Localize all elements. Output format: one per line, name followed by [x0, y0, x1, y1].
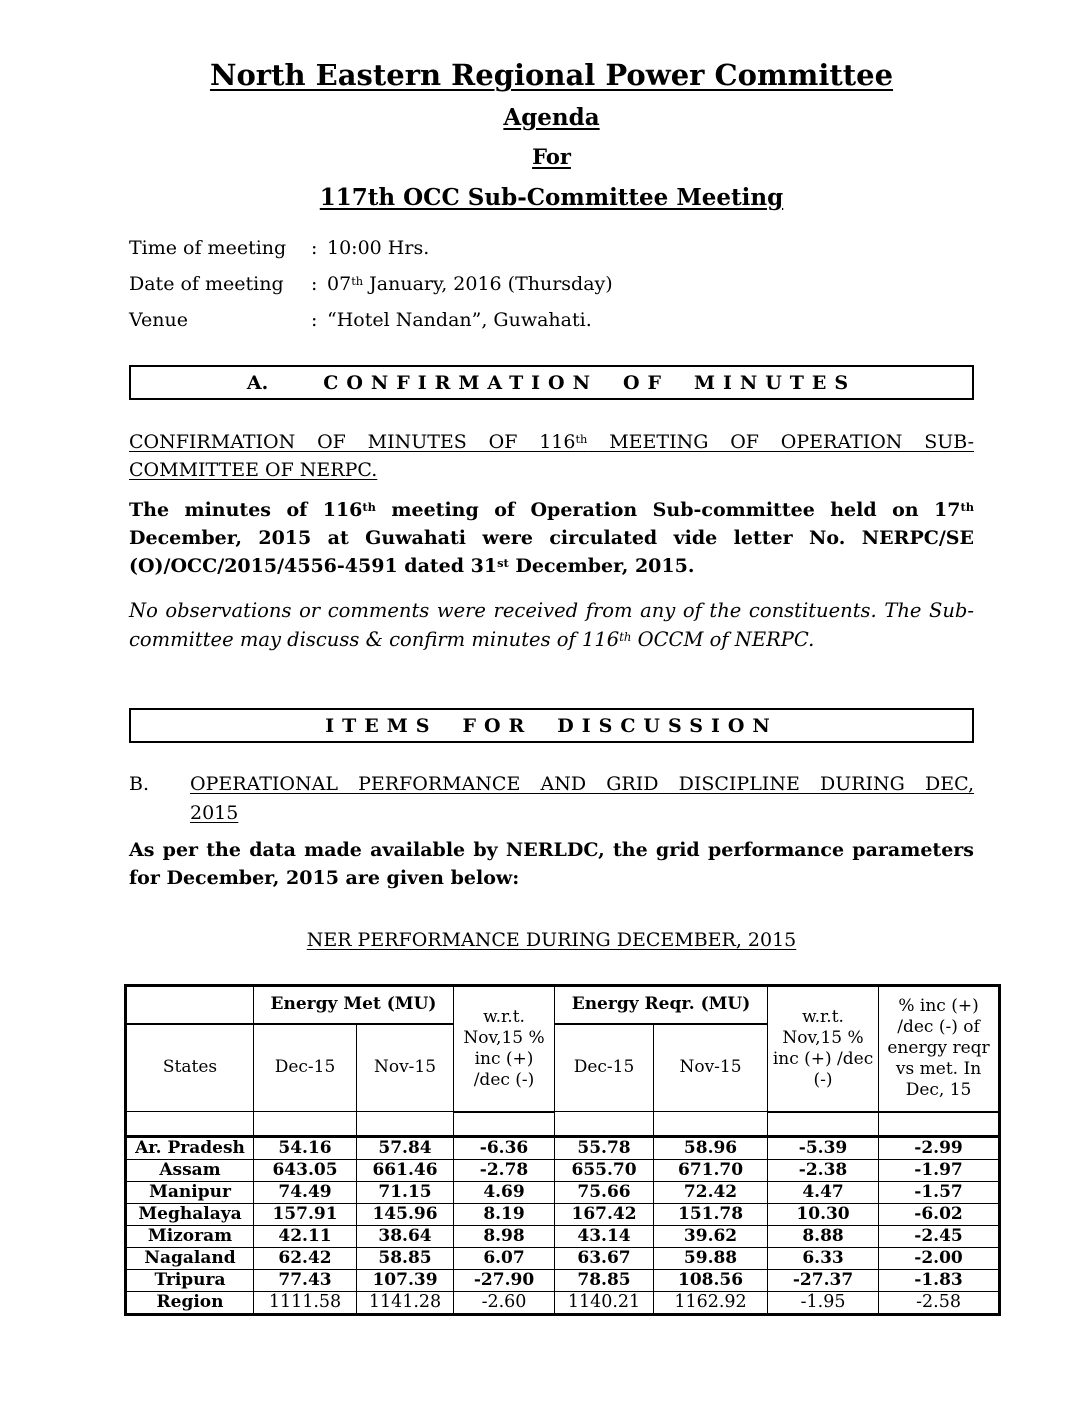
value-cell: 1140.21: [555, 1292, 654, 1315]
value-cell: 63.67: [555, 1248, 654, 1270]
value-cell: -1.83: [879, 1270, 1000, 1292]
items-for-discussion-box: [129, 708, 974, 743]
spacer-cell: [357, 1112, 454, 1137]
value-cell: -1.95: [768, 1292, 879, 1315]
value-cell: -2.00: [879, 1248, 1000, 1270]
value-cell: 62.42: [254, 1248, 357, 1270]
value-cell: 4.69: [454, 1182, 555, 1204]
value-cell: 151.78: [654, 1204, 768, 1226]
value-cell: 10.30: [768, 1204, 879, 1226]
value-cell: 671.70: [654, 1160, 768, 1182]
meeting-venue-row: [129, 302, 974, 338]
value-cell: 6.33: [768, 1248, 879, 1270]
items-box-title: ITEMS FOR DISCUSSION: [325, 715, 778, 737]
value-cell: 643.05: [254, 1160, 357, 1182]
wrt-met-header: w.r.t. Nov,15 % inc (+) /dec (-): [454, 986, 555, 1112]
value-cell: -2.78: [454, 1160, 555, 1182]
section-a-heading-line2: COMMITTEE OF NERPC.: [129, 459, 378, 481]
value-cell: -1.57: [879, 1182, 1000, 1204]
value-cell: -2.99: [879, 1137, 1000, 1160]
value-cell: 1141.28: [357, 1292, 454, 1315]
state-cell: Region: [126, 1292, 254, 1315]
value-cell: -2.60: [454, 1292, 555, 1315]
table-row: [126, 1292, 1000, 1315]
section-a-heading-line1: CONFIRMATION OF MINUTES OF 116th MEETING OF OPERATION SUB-: [129, 431, 974, 453]
meeting-time-label: Time of meeting: [129, 237, 287, 259]
state-cell: Nagaland: [126, 1248, 254, 1270]
value-cell: -6.36: [454, 1137, 555, 1160]
section-a-label: A.: [246, 372, 269, 394]
meeting-title: 117th OCC Sub-Committee Meeting: [319, 184, 784, 211]
value-cell: 39.62: [654, 1226, 768, 1248]
value-cell: 42.11: [254, 1226, 357, 1248]
value-cell: 43.14: [555, 1226, 654, 1248]
section-b-heading: [190, 770, 974, 828]
meeting-info: [129, 230, 974, 338]
value-cell: -2.38: [768, 1160, 879, 1182]
meeting-venue-label: Venue: [129, 309, 188, 331]
table-row: [126, 1182, 1000, 1204]
spacer-cell: [126, 1112, 254, 1137]
value-cell: 8.88: [768, 1226, 879, 1248]
met-nov15-header: Nov-15: [357, 1024, 454, 1112]
page-title: North Eastern Regional Power Committee: [209, 58, 894, 92]
value-cell: -27.37: [768, 1270, 879, 1292]
table-row: [126, 1137, 1000, 1160]
grid-performance-paragraph: As per the data made available by NERLDC, the grid performance parameters for December, 2015 are given below:: [129, 839, 974, 889]
value-cell: 107.39: [357, 1270, 454, 1292]
table-row: [126, 1160, 1000, 1182]
spacer-cell: [879, 1112, 1000, 1137]
value-cell: 145.96: [357, 1204, 454, 1226]
spacer-cell: [454, 1112, 555, 1137]
value-cell: 78.85: [555, 1270, 654, 1292]
value-cell: -1.97: [879, 1160, 1000, 1182]
value-cell: 661.46: [357, 1160, 454, 1182]
minutes-circulated-paragraph: The minutes of 116th meeting of Operation Sub-committee held on 17th December, 2015 at Guwahati were circulated vide letter No. NERPC/SE (O)/OCC/2015/4556-4591 dated 31st December, 2015.: [129, 499, 975, 577]
state-cell: Ar. Pradesh: [126, 1137, 254, 1160]
spacer-cell: [654, 1112, 768, 1137]
table-row: [126, 1270, 1000, 1292]
table-row: [126, 1204, 1000, 1226]
table-header-row-1: [126, 986, 1000, 1024]
performance-table: [124, 984, 1001, 1316]
value-cell: 72.42: [654, 1182, 768, 1204]
value-cell: -2.58: [879, 1292, 1000, 1315]
state-cell: Tripura: [126, 1270, 254, 1292]
table-row: [126, 1248, 1000, 1270]
value-cell: 54.16: [254, 1137, 357, 1160]
table-body: [126, 1137, 1000, 1315]
reqr-nov15-header: Nov-15: [654, 1024, 768, 1112]
value-cell: 8.19: [454, 1204, 555, 1226]
meeting-venue-colon: :: [311, 309, 318, 331]
value-cell: 167.42: [555, 1204, 654, 1226]
section-a-box: [129, 365, 974, 400]
value-cell: 1162.92: [654, 1292, 768, 1315]
section-b-heading-line1: OPERATIONAL PERFORMANCE AND GRID DISCIPLINE DURING DEC,: [190, 773, 974, 795]
section-b-heading-line2: 2015: [190, 802, 239, 824]
subtitle-agenda: Agenda: [503, 104, 600, 131]
value-cell: 59.88: [654, 1248, 768, 1270]
value-cell: 71.15: [357, 1182, 454, 1204]
reqr-dec15-header: Dec-15: [555, 1024, 654, 1112]
section-a-heading: [129, 428, 974, 484]
value-cell: -2.45: [879, 1226, 1000, 1248]
value-cell: -6.02: [879, 1204, 1000, 1226]
spacer-row: [126, 1112, 1000, 1137]
value-cell: 57.84: [357, 1137, 454, 1160]
spacer-cell: [254, 1112, 357, 1137]
value-cell: 74.49: [254, 1182, 357, 1204]
value-cell: 157.91: [254, 1204, 357, 1226]
value-cell: 58.96: [654, 1137, 768, 1160]
value-cell: -5.39: [768, 1137, 879, 1160]
spacer-cell: [768, 1112, 879, 1137]
states-header: States: [126, 1024, 254, 1112]
value-cell: 108.56: [654, 1270, 768, 1292]
value-cell: 58.85: [357, 1248, 454, 1270]
meeting-date-colon: :: [311, 273, 318, 295]
corner-cell: [126, 986, 254, 1024]
meeting-date-row: [129, 266, 974, 302]
value-cell: 4.47: [768, 1182, 879, 1204]
meeting-time-colon: :: [311, 237, 318, 259]
state-cell: Mizoram: [126, 1226, 254, 1248]
state-cell: Assam: [126, 1160, 254, 1182]
section-b-label: B.: [129, 773, 150, 795]
state-cell: Manipur: [126, 1182, 254, 1204]
subtitle-for: For: [532, 144, 571, 169]
pct-inc-dec-header: % inc (+) /dec (-) of energy reqr vs met. In Dec, 15: [879, 986, 1000, 1112]
value-cell: 55.78: [555, 1137, 654, 1160]
meeting-time-value: 10:00 Hrs.: [327, 237, 430, 259]
meeting-date-label: Date of meeting: [129, 273, 284, 295]
spacer-cell: [555, 1112, 654, 1137]
value-cell: 1111.58: [254, 1292, 357, 1315]
value-cell: 77.43: [254, 1270, 357, 1292]
state-cell: Meghalaya: [126, 1204, 254, 1226]
met-dec15-header: Dec-15: [254, 1024, 357, 1112]
value-cell: -27.90: [454, 1270, 555, 1292]
no-observations-paragraph: No observations or comments were received from any of the constituents. The Sub-committee may discuss & confirm minutes of 116th OCCM of NERPC.: [129, 599, 974, 651]
energy-met-header: Energy Met (MU): [254, 986, 454, 1024]
table-title: NER PERFORMANCE DURING DECEMBER, 2015: [306, 929, 797, 951]
section-b-heading-row: [129, 770, 974, 828]
meeting-date-value: 07th January, 2016 (Thursday): [327, 273, 613, 295]
energy-reqr-header: Energy Reqr. (MU): [555, 986, 768, 1024]
value-cell: 655.70: [555, 1160, 654, 1182]
meeting-time-row: [129, 230, 974, 266]
wrt-reqr-header: w.r.t. Nov,15 % inc (+) /dec (-): [768, 986, 879, 1112]
value-cell: 6.07: [454, 1248, 555, 1270]
meeting-venue-value: “Hotel Nandan”, Guwahati.: [327, 309, 592, 331]
value-cell: 75.66: [555, 1182, 654, 1204]
table-row: [126, 1226, 1000, 1248]
section-a-box-title: CONFIRMATION OF MINUTES: [323, 372, 857, 394]
value-cell: 38.64: [357, 1226, 454, 1248]
value-cell: 8.98: [454, 1226, 555, 1248]
